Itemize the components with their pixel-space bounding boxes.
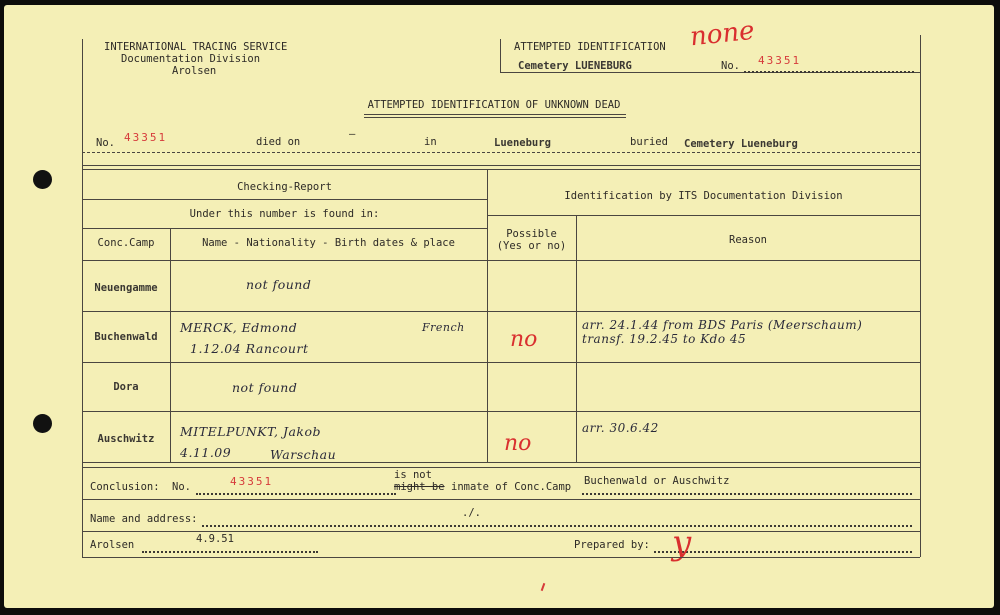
red-tick-mark bbox=[541, 583, 546, 591]
header-box-left-border bbox=[500, 39, 501, 73]
ident-title-rule bbox=[487, 215, 920, 216]
row-camp: Neuengamme bbox=[94, 282, 158, 294]
conclusion-camp-value: Buchenwald or Auschwitz bbox=[584, 475, 730, 487]
row-nationality: Warschau bbox=[270, 447, 337, 462]
col-possible-header-1: Possible bbox=[506, 228, 557, 240]
checking-title-rule bbox=[82, 199, 487, 200]
footer-place: Arolsen bbox=[90, 539, 135, 551]
name-address-top-rule bbox=[82, 499, 920, 500]
row-nationality: French bbox=[422, 321, 465, 334]
conclusion-label: Conclusion: bbox=[90, 481, 160, 493]
table-bottom-rule bbox=[82, 462, 920, 463]
checking-title: Checking-Report bbox=[237, 181, 332, 193]
buried-value: Cemetery Lueneburg bbox=[684, 138, 798, 150]
frame-left bbox=[82, 39, 83, 557]
footer-top-rule bbox=[82, 531, 920, 532]
name-address-dots bbox=[202, 525, 912, 527]
prepared-by-dots bbox=[654, 551, 912, 553]
conclusion-no-label: No. bbox=[172, 481, 191, 493]
row-reason-line1: arr. 24.1.44 from BDS Paris (Meerschaum) bbox=[582, 318, 863, 332]
col-details-header: Name - Nationality - Birth dates & place bbox=[202, 237, 455, 249]
checking-subtitle-rule bbox=[82, 228, 487, 229]
footer-bottom-rule bbox=[82, 557, 920, 558]
checking-subtitle: Under this number is found in: bbox=[189, 208, 380, 220]
punch-hole-top bbox=[33, 170, 52, 189]
header-box-right-border bbox=[920, 35, 921, 73]
conclusion-inmate-text: inmate of Conc.Camp bbox=[451, 481, 572, 493]
header-no-label: No. bbox=[721, 60, 740, 72]
buried-label: buried bbox=[630, 136, 668, 148]
name-address-label: Name and address: bbox=[90, 513, 198, 525]
row-rule-3 bbox=[82, 411, 920, 412]
prepared-by-label: Prepared by: bbox=[574, 539, 650, 551]
conclusion-might-be: might be bbox=[394, 481, 445, 493]
row-camp: Buchenwald bbox=[94, 331, 158, 343]
row-rule-1 bbox=[82, 311, 920, 312]
died-on-value: — bbox=[349, 128, 356, 140]
record-rule-1 bbox=[82, 152, 920, 153]
index-card bbox=[4, 5, 994, 608]
row-details-line1: not found bbox=[232, 380, 298, 395]
record-no-value: 43351 bbox=[124, 131, 168, 144]
row-possible: no bbox=[510, 327, 538, 352]
form-title-underline-1 bbox=[364, 114, 626, 115]
in-value: Lueneburg bbox=[494, 137, 551, 149]
row-camp: Auschwitz bbox=[97, 433, 155, 445]
col-camp-divider bbox=[170, 228, 171, 462]
header-box-title: ATTEMPTED IDENTIFICATION bbox=[514, 41, 666, 53]
row-details-line2: 4.11.09 bbox=[180, 445, 232, 460]
conclusion-is-not: is not bbox=[394, 469, 432, 481]
col-reason-header: Reason bbox=[729, 234, 767, 246]
row-possible: no bbox=[504, 431, 532, 456]
col-camp-header: Conc.Camp bbox=[97, 237, 155, 249]
col-possible-divider bbox=[576, 215, 577, 462]
record-rule-3 bbox=[82, 169, 920, 170]
conclusion-top-rule bbox=[82, 467, 920, 468]
org-line-3: Arolsen bbox=[172, 65, 217, 77]
row-reason-line2: transf. 19.2.45 to Kdo 45 bbox=[582, 332, 747, 346]
record-no-label: No. bbox=[96, 137, 115, 149]
row-details-line2: 1.12.04 Rancourt bbox=[190, 341, 309, 356]
row-details-line1: MITELPUNKT, Jakob bbox=[180, 424, 322, 439]
table-center-divider bbox=[487, 169, 488, 462]
row-rule-2 bbox=[82, 362, 920, 363]
handwritten-none: none bbox=[688, 15, 756, 53]
punch-hole-bottom bbox=[33, 414, 52, 433]
col-possible-header-2: (Yes or no) bbox=[496, 240, 567, 252]
form-title: ATTEMPTED IDENTIFICATION OF UNKNOWN DEAD bbox=[367, 99, 621, 111]
in-label: in bbox=[424, 136, 437, 148]
row-details-line1: MERCK, Edmond bbox=[180, 320, 298, 335]
header-cemetery: Cemetery LUENEBURG bbox=[518, 60, 632, 72]
conclusion-no-value: 43351 bbox=[230, 475, 274, 488]
conclusion-no-dots bbox=[196, 493, 396, 495]
table-header-rule bbox=[82, 260, 920, 261]
header-no-value: 43351 bbox=[758, 54, 802, 67]
row-camp: Dora bbox=[113, 381, 139, 393]
died-on-label: died on bbox=[256, 136, 301, 148]
ident-title: Identification by ITS Documentation Division bbox=[564, 190, 843, 202]
name-address-value: ./. bbox=[462, 507, 481, 519]
prepared-by-signature: y bbox=[672, 523, 692, 563]
record-rule-2 bbox=[82, 165, 920, 166]
org-line-2: Documentation Division bbox=[121, 53, 261, 65]
org-line-1: INTERNATIONAL TRACING SERVICE bbox=[104, 41, 288, 53]
conclusion-camp-dots bbox=[582, 493, 912, 495]
footer-date: 4.9.51 bbox=[196, 533, 234, 545]
row-details-line1: not found bbox=[246, 277, 312, 292]
header-no-dots bbox=[744, 71, 914, 73]
row-reason-line1: arr. 30.6.42 bbox=[582, 421, 659, 435]
footer-date-dots bbox=[142, 551, 318, 553]
form-title-underline-2 bbox=[364, 117, 626, 118]
frame-right bbox=[920, 73, 921, 557]
